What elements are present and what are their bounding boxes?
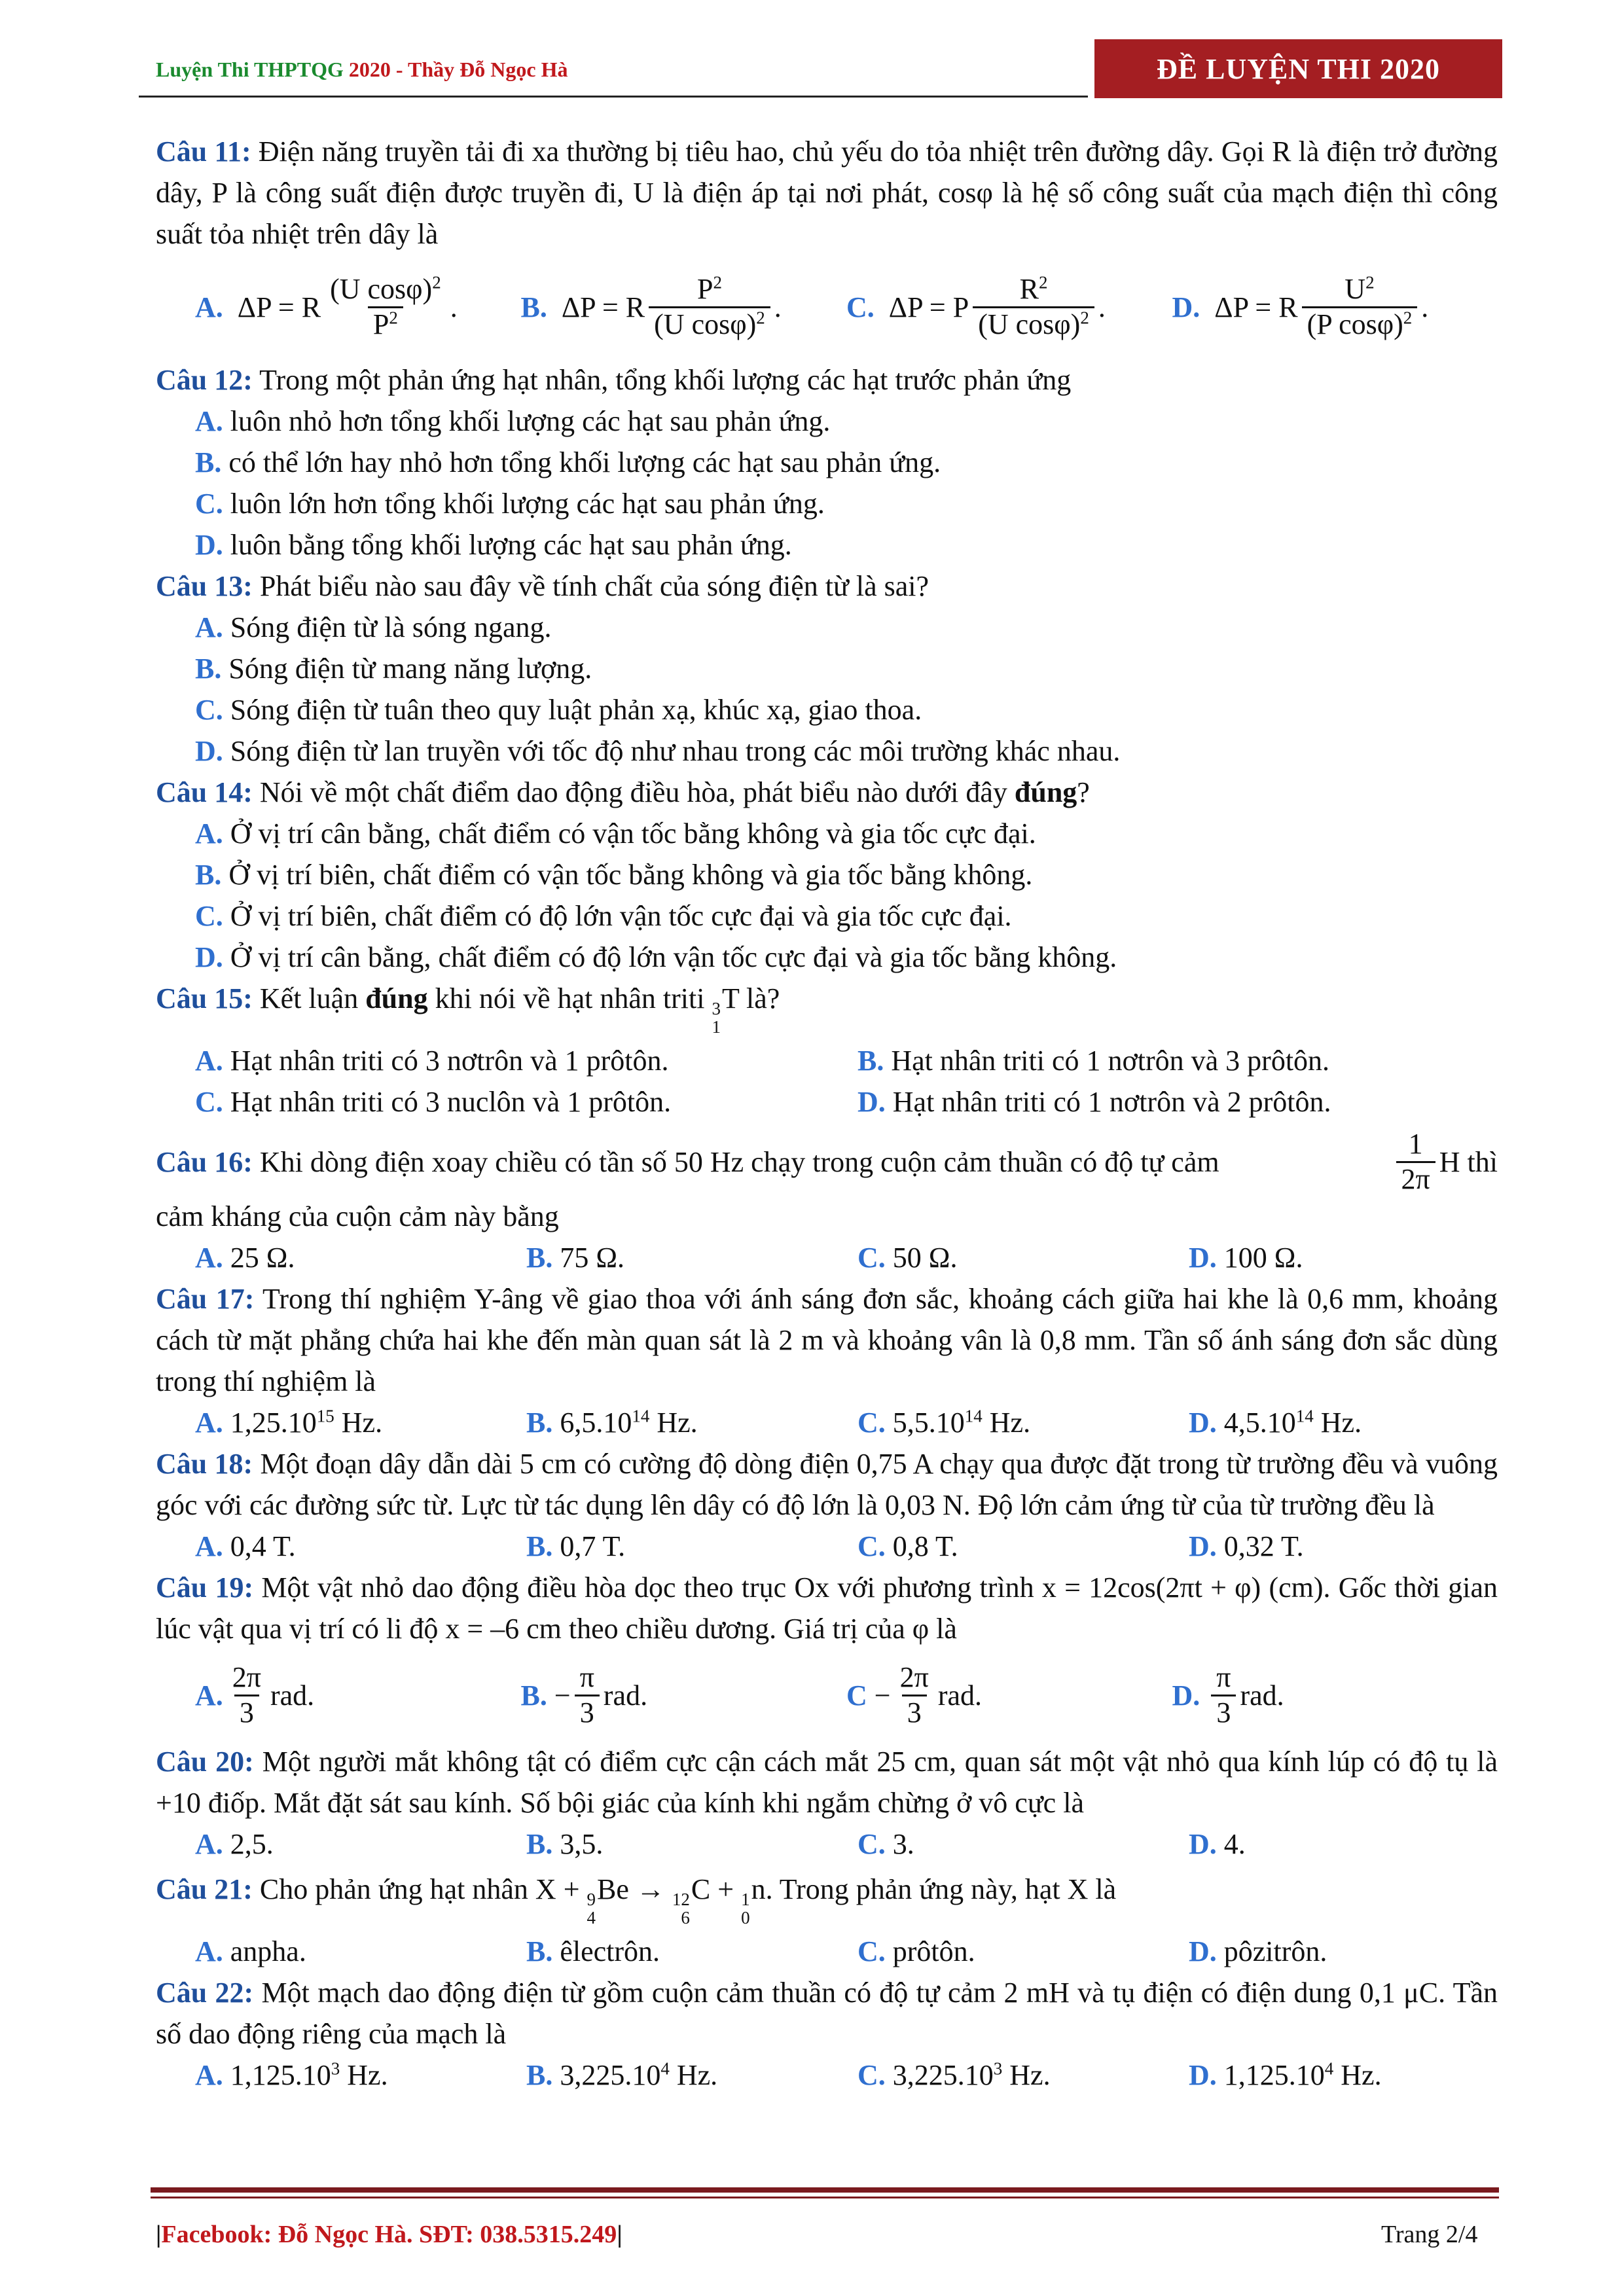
question-19 <box>156 1567 1498 1649</box>
option-b <box>195 854 1498 895</box>
option-text: 25 Ω. <box>230 1242 295 1274</box>
option-d <box>1189 2054 1382 2096</box>
footer-bar-left: | <box>156 2221 162 2248</box>
option-b <box>526 1823 857 1865</box>
option-text: anpha. <box>230 1935 306 1968</box>
option-letter: B. <box>526 2059 553 2092</box>
question-text: Một người mắt không tật có điểm cực cận cách mắt 25 cm, quan sát một vật nhỏ qua kính lúp có độ tụ là +10 điốp. Mắt đặt sát sau kính. Số bội giác của kính khi ngắm chừng ở vô cực là <box>156 1746 1498 1820</box>
fraction-denominator: 2π <box>1396 1161 1435 1196</box>
option-d <box>1189 1526 1304 1567</box>
formula-fraction <box>1302 273 1418 341</box>
fraction-denominator: 3 <box>1211 1695 1236 1730</box>
option-text: Hạt nhân triti có 1 nơtrôn và 3 prôtôn. <box>891 1045 1330 1077</box>
option-letter: C. <box>195 1086 223 1118</box>
question-text-tail: ? <box>1077 776 1090 808</box>
question-text: Một đoạn dây dẫn dài 5 cm có cường độ dòng điện 0,75 A chạy qua được đặt trong từ trường đều và vuông góc với các đường sức từ. Lực từ tác dụng lên dây có độ lớn là 0,03 N. Độ lớn cảm ứng từ của từ trường đều là <box>156 1448 1498 1522</box>
isotope-symbol: C <box>691 1873 711 1906</box>
option-text: 75 Ω. <box>560 1242 625 1274</box>
options-row-1 <box>195 1040 1498 1081</box>
option-text: 3. <box>892 1828 914 1861</box>
question-text-2: H thì <box>1439 1145 1498 1178</box>
footer-contact <box>156 2220 623 2249</box>
fraction-numerator: 1 <box>1408 1128 1423 1160</box>
option-letter: B. <box>526 1828 553 1861</box>
option-letter: D. <box>195 941 223 973</box>
atomic-number: 0 <box>741 1908 750 1928</box>
option-d <box>857 1081 1331 1122</box>
value-base: 4,5.10 <box>1223 1407 1296 1439</box>
option-text: prôtôn. <box>892 1935 975 1968</box>
reaction-plus: + <box>710 1873 742 1906</box>
option-c <box>857 1526 1189 1567</box>
question-17-options <box>195 1402 1498 1443</box>
option-letter: C. <box>195 488 223 520</box>
header-year: 2020 <box>348 58 391 81</box>
question-text: Cho phản ứng hạt nhân <box>259 1873 535 1906</box>
footer-rule-thick <box>151 2187 1499 2193</box>
question-number: Câu 20: <box>156 1746 254 1778</box>
option-letter: D. <box>1172 1679 1200 1712</box>
option-text: Sóng điện từ là sóng ngang. <box>230 611 552 643</box>
option-letter: C <box>846 1679 867 1712</box>
exponent: 14 <box>1295 1406 1314 1426</box>
isotope-notation <box>712 999 721 1036</box>
option-text: 50 Ω. <box>892 1242 958 1274</box>
option-c <box>857 1931 1189 1972</box>
fraction-denominator: 3 <box>234 1695 259 1730</box>
exponent: 14 <box>964 1406 983 1426</box>
option-text: 2,5. <box>230 1828 274 1861</box>
isotope-notation <box>672 1890 690 1927</box>
question-number: Câu 12: <box>156 364 253 396</box>
unit: Hz. <box>982 1407 1031 1439</box>
question-11-options <box>195 255 1498 359</box>
option-text: Ở vị trí biên, chất điểm có vận tốc bằng không và gia tốc bằng không. <box>228 859 1033 891</box>
option-d <box>195 524 1498 565</box>
fraction-numerator: R <box>1019 272 1039 305</box>
question-text-2: khi nói về hạt nhân triti <box>427 982 712 1014</box>
option-fraction <box>1211 1661 1236 1729</box>
option-c <box>846 1661 1172 1729</box>
option-d <box>1172 1661 1498 1729</box>
option-letter: B. <box>526 1530 553 1563</box>
question-20-options <box>195 1823 1498 1865</box>
formula-fraction <box>325 273 446 341</box>
option-d <box>195 730 1498 772</box>
option-a <box>195 1931 526 1972</box>
option-text: 100 Ω. <box>1223 1242 1303 1274</box>
question-22-options <box>195 2054 1498 2096</box>
formula-lhs: ΔP = R <box>237 291 321 323</box>
option-text: êlectrôn. <box>560 1935 660 1968</box>
header-title-part2: - Thầy Đỗ Ngọc Hà <box>390 58 568 81</box>
footer-rule-thin <box>151 2197 1499 2198</box>
option-letter: D. <box>857 1086 886 1118</box>
exponent: 2 <box>756 307 765 327</box>
fraction-numerator: (U cosφ) <box>330 272 433 305</box>
option-text: luôn nhỏ hơn tổng khối lượng các hạt sau phản ứng. <box>230 405 831 437</box>
option-letter: A. <box>195 1045 223 1077</box>
question-18-options <box>195 1526 1498 1567</box>
option-a <box>195 401 1498 442</box>
value-base: 3,225.10 <box>892 2059 994 2092</box>
question-18 <box>156 1443 1498 1526</box>
isotope-symbol: Be <box>597 1873 629 1906</box>
mass-number: 12 <box>672 1890 690 1910</box>
option-letter: B. <box>857 1045 884 1077</box>
formula-end: . <box>774 291 782 323</box>
unit: Hz. <box>1313 1407 1362 1439</box>
option-letter: D. <box>1189 1935 1217 1968</box>
sign: − <box>554 1679 571 1712</box>
option-letter: D. <box>1189 1407 1217 1439</box>
formula-fraction <box>973 273 1094 341</box>
option-b <box>195 442 1498 483</box>
exponent: 2 <box>1080 307 1089 327</box>
option-a <box>195 813 1498 854</box>
question-22 <box>156 1972 1498 2054</box>
value-base: 1,125.10 <box>1223 2059 1325 2092</box>
option-a <box>195 273 521 341</box>
option-letter: C. <box>846 291 875 323</box>
unit: Hz. <box>649 1407 698 1439</box>
option-b <box>526 1931 857 1972</box>
exponent: 3 <box>993 2058 1003 2079</box>
option-letter: A. <box>195 1935 223 1968</box>
option-b <box>857 1040 1329 1081</box>
option-c <box>857 1823 1189 1865</box>
option-fraction <box>227 1661 266 1729</box>
fraction-numerator: π <box>579 1661 594 1694</box>
page-number: Trang 2/4 <box>1381 2221 1478 2248</box>
question-text: Nói về một chất điểm dao động điều hòa, phát biểu nào dưới đây <box>259 776 1015 808</box>
exponent: 2 <box>1403 307 1413 327</box>
question-number: Câu 18: <box>156 1448 253 1480</box>
option-letter: C. <box>857 1242 886 1274</box>
fraction-numerator: 2π <box>899 1661 929 1694</box>
option-c <box>857 1402 1189 1443</box>
question-emphasis: đúng <box>1014 776 1077 808</box>
isotope-symbol: n <box>751 1873 766 1906</box>
option-letter: B. <box>526 1935 553 1968</box>
option-c <box>857 1237 1189 1278</box>
value-base: 6,5.10 <box>560 1407 632 1439</box>
option-letter: A. <box>195 1828 223 1861</box>
question-16-options <box>195 1237 1498 1278</box>
option-text: Ở vị trí biên, chất điểm có độ lớn vận tốc cực đại và gia tốc cực đại. <box>230 900 1012 932</box>
formula-end: . <box>450 291 458 323</box>
option-a <box>195 2054 526 2096</box>
option-a <box>195 1402 526 1443</box>
option-text: Ở vị trí cân bằng, chất điểm có vận tốc bằng không và gia tốc cực đại. <box>230 817 1036 850</box>
option-c <box>195 895 1498 937</box>
question-text: Trong thí nghiệm Y-âng về giao thoa với ánh sáng đơn sắc, khoảng cách giữa hai khe là 0,6 mm, khoảng cách từ mặt phẳng chứa hai khe đến màn quan sát là 2 m và khoảng vân là 0,8 mm. Tần số ánh sáng đơn sắc dùng trong thí nghiệm là <box>156 1283 1498 1398</box>
fraction-denominator: (U cosφ) <box>654 308 757 340</box>
question-text: Điện năng truyền tải đi xa thường bị tiêu hao, chủ yếu do tỏa nhiệt trên đường dây. Gọi R là điện trở đường dây, P là công suất điện được truyền đi, U là điện áp tại nơi phát, cosφ là hệ số công suất của mạch điện thì công suất tỏa nhiệt trên dây là <box>156 135 1498 250</box>
question-number: Câu 21: <box>156 1873 253 1906</box>
question-15 <box>156 978 1498 1036</box>
question-number: Câu 16: <box>156 1145 253 1178</box>
fraction-numerator: π <box>1216 1661 1231 1694</box>
option-b <box>526 1526 857 1567</box>
question-text: Khi dòng điện xoay chiều có tần số 50 Hz chạy trong cuộn cảm thuần có độ tự cảm <box>259 1145 1219 1178</box>
question-number: Câu 14: <box>156 776 253 808</box>
option-letter: C. <box>857 1828 886 1861</box>
option-letter: D. <box>1189 2059 1217 2092</box>
option-text: có thể lớn hay nhỏ hơn tổng khối lượng các hạt sau phản ứng. <box>228 446 941 478</box>
sign: − <box>874 1679 891 1712</box>
option-letter: A. <box>195 1679 223 1712</box>
option-fraction <box>895 1661 934 1729</box>
fraction-denominator: 3 <box>902 1695 927 1730</box>
option-b <box>526 2054 857 2096</box>
option-letter: C. <box>857 2059 886 2092</box>
formula-lhs: ΔP = R <box>1214 291 1298 323</box>
option-d <box>1189 1237 1303 1278</box>
question-17 <box>156 1278 1498 1402</box>
option-b <box>526 1237 857 1278</box>
option-a <box>195 1237 526 1278</box>
option-a <box>195 1823 526 1865</box>
question-number: Câu 17: <box>156 1283 255 1316</box>
unit: rad. <box>270 1679 315 1712</box>
option-text: Sóng điện từ mang năng lượng. <box>228 653 592 685</box>
unit: Hz. <box>334 1407 383 1439</box>
fraction-denominator: (P cosφ) <box>1307 308 1403 340</box>
option-text: Hạt nhân triti có 3 nuclôn và 1 prôtôn. <box>230 1086 672 1118</box>
option-b <box>521 273 847 341</box>
option-letter: D. <box>195 735 223 767</box>
option-letter: C. <box>857 1530 886 1563</box>
option-c <box>195 689 1498 730</box>
question-16-cont: cảm kháng của cuộn cảm này bằng <box>156 1200 559 1233</box>
option-letter: A. <box>195 611 223 643</box>
option-letter: C. <box>195 900 223 932</box>
option-d <box>1189 1823 1246 1865</box>
option-letter: B. <box>195 859 222 891</box>
atomic-number: 1 <box>712 1017 721 1037</box>
question-21 <box>156 1869 1498 1927</box>
formula-fraction <box>649 273 770 341</box>
option-a <box>195 1526 526 1567</box>
formula-end: . <box>1421 291 1429 323</box>
option-c <box>857 2054 1189 2096</box>
option-letter: C. <box>857 1407 886 1439</box>
option-d <box>1189 1402 1362 1443</box>
fraction-denominator: P <box>372 308 389 340</box>
header-title <box>156 58 568 82</box>
question-11 <box>156 131 1498 255</box>
exponent: 2 <box>1038 272 1048 293</box>
question-number: Câu 13: <box>156 570 253 602</box>
question-16 <box>156 1128 1498 1196</box>
option-text: 0,32 T. <box>1223 1530 1304 1563</box>
mass-number: 3 <box>712 999 721 1018</box>
option-text: 0,4 T. <box>230 1530 296 1563</box>
fraction-numerator: 2π <box>232 1661 261 1694</box>
option-text: 0,8 T. <box>892 1530 958 1563</box>
exponent: 14 <box>632 1406 650 1426</box>
option-text: Sóng điện từ tuân theo quy luật phản xạ, khúc xạ, giao thoa. <box>230 694 922 726</box>
question-number: Câu 22: <box>156 1977 254 2009</box>
reaction-arrow: → <box>628 1873 672 1906</box>
question-13 <box>156 565 1498 607</box>
exponent: 2 <box>389 307 398 327</box>
exponent: 2 <box>713 272 722 293</box>
option-c <box>846 273 1172 341</box>
option-letter: A. <box>195 405 223 437</box>
exponent: 2 <box>1365 272 1375 293</box>
options-row-2 <box>195 1081 1498 1122</box>
option-text: pôzitrôn. <box>1223 1935 1327 1968</box>
isotope-notation <box>741 1890 750 1927</box>
option-letter: C. <box>195 694 223 726</box>
unit: Hz. <box>669 2059 718 2092</box>
option-text: Hạt nhân triti có 1 nơtrôn và 2 prôtôn. <box>892 1086 1331 1118</box>
exponent: 15 <box>316 1406 334 1426</box>
option-letter: D. <box>195 529 223 561</box>
option-a <box>195 607 1498 648</box>
footer-bar-right: | <box>617 2221 623 2248</box>
option-b <box>195 648 1498 689</box>
question-text: Một mạch dao động điện từ gồm cuộn cảm thuần có độ tự cảm 2 mH và tụ điện có điện dung 0,1 μC. Tần số dao động riêng của mạch là <box>156 1977 1498 2051</box>
fraction-denominator: (U cosφ) <box>978 308 1081 340</box>
option-a <box>195 1661 521 1729</box>
question-text-tail: là? <box>739 982 780 1014</box>
question-number: Câu 19: <box>156 1571 254 1604</box>
option-text: luôn bằng tổng khối lượng các hạt sau phản ứng. <box>230 529 792 561</box>
option-letter: D. <box>1172 291 1200 323</box>
option-d <box>195 937 1498 978</box>
question-text: Trong một phản ứng hạt nhân, tổng khối lượng các hạt trước phản ứng <box>259 364 1072 396</box>
question-19-options <box>195 1649 1498 1741</box>
option-d <box>1189 1931 1327 1972</box>
atomic-number: 4 <box>586 1908 596 1928</box>
formula-end: . <box>1098 291 1106 323</box>
exponent: 4 <box>1324 2058 1334 2079</box>
option-text: Sóng điện từ lan truyền với tốc độ như nhau trong các môi trường khác nhau. <box>230 735 1121 767</box>
option-letter: B. <box>520 291 547 323</box>
option-letter: B. <box>520 1679 547 1712</box>
fraction-numerator: P <box>696 272 713 305</box>
option-letter: B. <box>526 1407 553 1439</box>
question-12 <box>156 359 1498 401</box>
value-base: 1,25.10 <box>230 1407 317 1439</box>
question-emphasis: đúng <box>365 982 428 1014</box>
question-list <box>156 131 1498 2096</box>
option-letter: A. <box>195 1407 223 1439</box>
option-letter: D. <box>1189 1530 1217 1563</box>
option-text: Hạt nhân triti có 3 nơtrôn và 1 prôtôn. <box>230 1045 669 1077</box>
question-text: Phát biểu nào sau đây về tính chất của sóng điện từ là sai? <box>259 570 929 602</box>
option-c <box>195 483 1498 524</box>
option-text: 3,5. <box>560 1828 604 1861</box>
value-base: 1,125.10 <box>230 2059 331 2092</box>
unit: Hz. <box>1002 2059 1051 2092</box>
mass-number: 9 <box>586 1890 596 1910</box>
question-14 <box>156 772 1498 813</box>
exponent: 4 <box>660 2058 670 2079</box>
option-a <box>195 1040 857 1081</box>
isotope-notation <box>587 1890 596 1927</box>
unit: Hz. <box>340 2059 388 2092</box>
value-base: 5,5.10 <box>892 1407 965 1439</box>
option-letter: A. <box>195 291 223 323</box>
question-text-tail: . Trong phản ứng này, hạt X là <box>765 1873 1117 1906</box>
option-b <box>526 1402 857 1443</box>
isotope-symbol: T <box>721 982 740 1014</box>
question-21-options <box>195 1931 1498 1972</box>
option-letter: B. <box>195 446 222 478</box>
header-badge: ĐỀ LUYỆN THI 2020 <box>1094 39 1502 98</box>
option-fraction <box>575 1661 600 1729</box>
option-b <box>521 1661 847 1729</box>
header-title-part1: Luyện Thi THPTQG <box>156 58 349 81</box>
unit: rad. <box>603 1679 648 1712</box>
option-letter: A. <box>195 2059 223 2092</box>
reaction-x: X + <box>535 1873 587 1906</box>
option-d <box>1172 273 1498 341</box>
option-letter: A. <box>195 1242 223 1274</box>
option-c <box>195 1081 857 1122</box>
formula-lhs: ΔP = P <box>888 291 969 323</box>
option-letter: C. <box>857 1935 886 1968</box>
unit: rad. <box>937 1679 983 1712</box>
option-text: 4. <box>1223 1828 1246 1861</box>
option-letter: A. <box>195 1530 223 1563</box>
option-letter: A. <box>195 817 223 850</box>
atomic-number: 6 <box>681 1908 690 1928</box>
exponent: 2 <box>432 272 441 293</box>
fraction-numerator: U <box>1344 272 1366 305</box>
option-letter: B. <box>526 1242 553 1274</box>
inductance-fraction <box>1396 1128 1435 1196</box>
question-text: Kết luận <box>259 982 366 1014</box>
question-number: Câu 11: <box>156 135 251 168</box>
option-letter: D. <box>1189 1242 1217 1274</box>
unit: rad. <box>1240 1679 1284 1712</box>
option-text: luôn lớn hơn tổng khối lượng các hạt sau phản ứng. <box>230 488 825 520</box>
unit: Hz. <box>1333 2059 1382 2092</box>
fraction-denominator: 3 <box>575 1695 600 1730</box>
mass-number: 1 <box>741 1890 750 1910</box>
option-letter: B. <box>195 653 222 685</box>
question-number: Câu 15: <box>156 982 253 1014</box>
option-text: Ở vị trí cân bằng, chất điểm có độ lớn vận tốc cực đại và gia tốc bằng không. <box>230 941 1117 973</box>
value-base: 3,225.10 <box>560 2059 661 2092</box>
question-20 <box>156 1741 1498 1823</box>
option-text: 0,7 T. <box>560 1530 626 1563</box>
header-rule <box>139 96 1088 98</box>
footer-facebook: Facebook: Đỗ Ngọc Hà. SĐT: 038.5315.249 <box>161 2221 617 2248</box>
formula-lhs: ΔP = R <box>561 291 645 323</box>
exponent: 3 <box>331 2058 340 2079</box>
question-text: Một vật nhỏ dao động điều hòa dọc theo trục Ox với phương trình x = 12cos(2πt + φ) (cm). Gốc thời gian lúc vật qua vị trí có li độ x = –6 cm theo chiều dương. Giá trị của φ là <box>156 1571 1498 1645</box>
option-letter: D. <box>1189 1828 1217 1861</box>
